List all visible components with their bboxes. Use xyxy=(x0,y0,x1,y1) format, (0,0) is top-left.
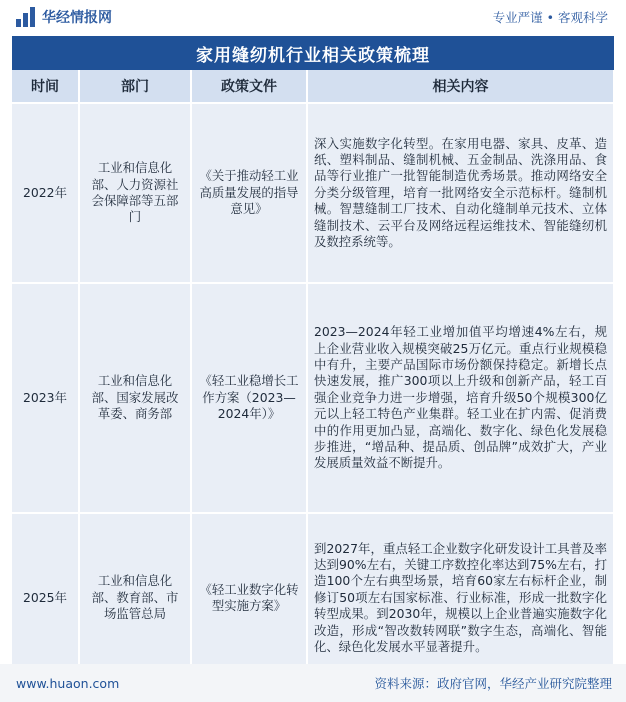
column-header-time: 时间 xyxy=(12,70,79,103)
cell-content: 2023—2024年轻工业增加值平均增速4%左右，规上企业营业收入规模突破25万亿元。重点行业规模稳中有升，主要产品国际市场份额保持稳定。新增长点快速发展，推广300项以上升级和创新产品，轻工百强企业竞争力进一步增强，培育升级50个规模300亿元以上轻工特色产业集群。轻工业在扩内需、促消费中的作用更加凸显，高端化、数字化、绿色化发展稳步推进，“增品种、提品质、创品牌”成效扩大，产业发展质量效益不断提升。 xyxy=(307,283,614,513)
cell-department: 工业和信息化部、人力资源社会保障部等五部门 xyxy=(79,103,191,283)
cell-department: 工业和信息化部、国家发展改革委、商务部 xyxy=(79,283,191,513)
cell-year: 2025年 xyxy=(12,513,79,683)
column-header-policy: 政策文件 xyxy=(191,70,307,103)
bar-chart-logo-icon xyxy=(16,7,36,27)
brand xyxy=(16,7,112,27)
slogan: 专业严谨 • 客观科学 xyxy=(492,10,608,25)
policy-table xyxy=(12,70,615,684)
brand-name: 华经情报网 xyxy=(42,10,112,26)
table-row xyxy=(12,513,614,683)
column-header-department: 部门 xyxy=(79,70,191,103)
page-title: 家用缝纫机行业相关政策梳理 xyxy=(12,36,614,70)
footer xyxy=(0,664,626,702)
top-bar xyxy=(0,0,626,34)
cell-content: 到2027年，重点轻工企业数字化研发设计工具普及率达到90%左右，关键工序数控化率达到75%左右，打造100个左右典型场景，培育60家左右标杆企业，制修订50项左右国家标准、行业标准，形成一批数字化转型成果。到2030年，规模以上企业普遍实施数字化改造，形成“智改数转网联”数字生态，高端化、智能化、绿色化发展水平显著提升。 xyxy=(307,513,614,683)
table-row xyxy=(12,103,614,283)
cell-department: 工业和信息化部、教育部、市场监管总局 xyxy=(79,513,191,683)
column-header-content: 相关内容 xyxy=(307,70,614,103)
cell-policy: 《轻工业数字化转型实施方案》 xyxy=(191,513,307,683)
footer-source: 资料来源：政府官网，华经产业研究院整理 xyxy=(374,676,612,691)
cell-policy: 《轻工业稳增长工作方案（2023—2024年）》 xyxy=(191,283,307,513)
footer-url: www.huaon.com xyxy=(16,675,120,691)
table-header-row xyxy=(12,70,614,103)
cell-year: 2022年 xyxy=(12,103,79,283)
cell-year: 2023年 xyxy=(12,283,79,513)
table-row xyxy=(12,283,614,513)
cell-policy: 《关于推动轻工业高质量发展的指导意见》 xyxy=(191,103,307,283)
cell-content: 深入实施数字化转型。在家用电器、家具、皮革、造纸、塑料制品、缝制机械、五金制品、洗涤用品、食品等行业推广一批智能制造优秀场景。推动网络安全分类分级管理，培育一批网络安全示范标杆。缝制机械。智慧缝制工厂技术、自动化缝制单元技术、立体缝制技术、云平台及网络远程运维技术、智能缝纫机及数控系统等。 xyxy=(307,103,614,283)
